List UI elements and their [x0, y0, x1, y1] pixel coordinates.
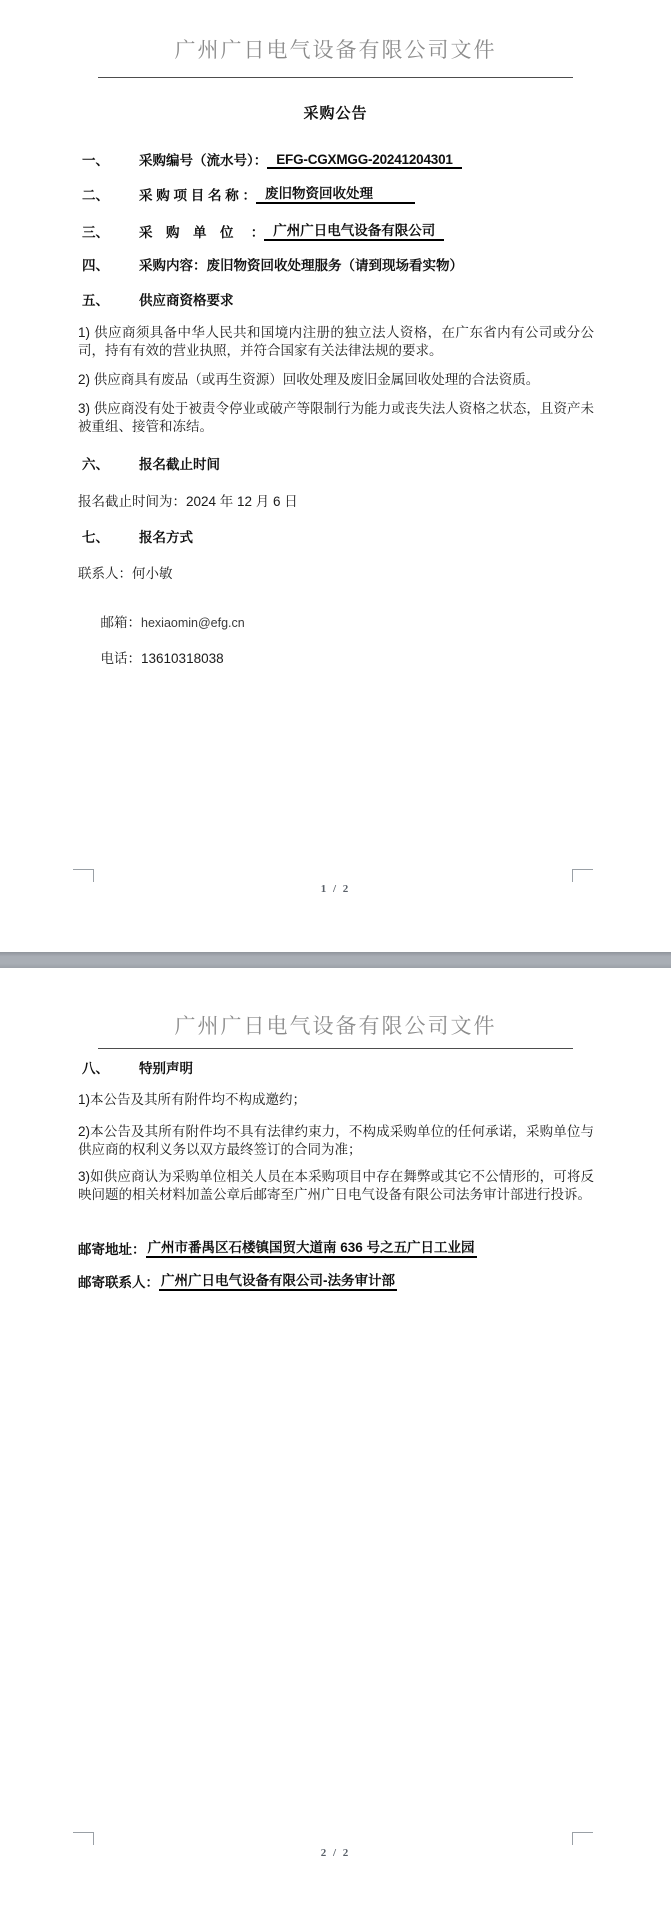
section-special-statement: [82, 1057, 597, 1077]
item-procurement-number: [82, 149, 597, 169]
email-address: hexiaomin@efg.cn: [141, 616, 245, 630]
page-number-indicator: 1 / 2: [320, 883, 351, 895]
document-page-2: [0, 968, 671, 1906]
purchasing-unit-value: 广州广日电气设备有限公司: [264, 219, 444, 241]
crop-mark-bottom-left: [73, 1832, 94, 1845]
statement-clause-3: 3)如供应商认为采购单位相关人员在本采购项目中存在舞弊或其它不公情形的，可将反映问题的相关材料加盖公章后邮寄至广州广日电气设备有限公司法务审计部进行投诉。: [78, 1169, 594, 1202]
deadline-text: 报名截止时间为：2024 年 12 月 6 日: [78, 494, 298, 509]
procurement-number-value: EFG-CGXMGG-20241204301: [267, 152, 461, 169]
mailing-contact-label: 邮寄联系人：: [78, 1275, 159, 1290]
item-label: 采购编号（流水号）：: [139, 153, 268, 168]
section-heading: 报名截止时间: [139, 457, 220, 472]
item-number: 一、: [82, 153, 109, 168]
email-label: 邮箱：: [100, 615, 142, 630]
contact-phone-line: [78, 632, 594, 682]
item-procurement-content: [82, 254, 597, 274]
item-number: 四、: [82, 258, 109, 273]
contact-name-text: 联系人：何小敏: [78, 566, 173, 581]
crop-mark-bottom-right: [572, 869, 593, 882]
crop-mark-bottom-right: [572, 1832, 593, 1845]
letterhead-rule: [98, 77, 573, 78]
statement-clause-2: 2)本公告及其所有附件均不具有法律约束力，不构成采购单位的任何承诺，采购单位与供应商的权利义务以双方最终签订的合同为准；: [78, 1124, 594, 1157]
mailing-contact-line: [78, 1269, 638, 1291]
document-page-1: [0, 0, 671, 952]
mailing-contact-value: 广州广日电气设备有限公司-法务审计部: [159, 1269, 397, 1291]
section-heading: 供应商资格要求: [139, 293, 234, 308]
section-registration-method: [82, 526, 597, 546]
statement-clause-1: 1)本公告及其所有附件均不构成邀约；: [78, 1092, 307, 1107]
section-supplier-qualification: [82, 289, 597, 309]
phone-number: 13610318038: [141, 651, 224, 666]
section-heading: 报名方式: [139, 530, 193, 545]
qualification-clause-3: 3) 供应商没有处于被责令停业或破产等限制行为能力或丧失法人资格之状态，且资产未被重组、接管和冻结。: [78, 401, 594, 434]
section-heading: 特别声明: [139, 1061, 193, 1076]
item-number: 三、: [82, 225, 109, 240]
qualification-clause-2: 2) 供应商具有废品（或再生资源）回收处理及废旧金属回收处理的合法资质。: [78, 372, 540, 387]
section-registration-deadline: [82, 453, 597, 473]
mailing-address-value: 广州市番禺区石楼镇国贸大道南 636 号之五广日工业园: [146, 1236, 477, 1258]
procurement-content-text: 采购内容：废旧物资回收处理服务（请到现场看实物）: [139, 258, 463, 273]
item-label: 采 购 单 位 ：: [139, 225, 265, 240]
item-label: 采 购 项 目 名 称 ：: [139, 188, 257, 203]
page-number-indicator: 2 / 2: [320, 1847, 351, 1859]
company-letterhead: 广州广日电气设备有限公司文件: [174, 39, 497, 62]
item-number: 六、: [82, 457, 109, 472]
qualification-clause-1: 1) 供应商须具备中华人民共和国境内注册的独立法人资格，在广东省内有公司或分公司，持有有效的营业执照，并符合国家有关法律法规的要求。: [78, 325, 594, 358]
company-letterhead: 广州广日电气设备有限公司文件: [174, 1015, 497, 1038]
item-number: 八、: [82, 1061, 109, 1076]
mailing-address-label: 邮寄地址：: [78, 1242, 146, 1257]
page-title: 采购公告: [303, 105, 368, 122]
phone-label: 电话：: [100, 651, 142, 666]
item-number: 五、: [82, 293, 109, 308]
page-separator-band: [0, 952, 671, 968]
project-name-value: 废旧物资回收处理: [256, 182, 415, 204]
mailing-address-line: [78, 1236, 638, 1258]
item-purchasing-unit: [82, 219, 597, 241]
item-number: 七、: [82, 530, 109, 545]
crop-mark-bottom-left: [73, 869, 94, 882]
item-project-name: [82, 182, 597, 204]
item-number: 二、: [82, 188, 109, 203]
letterhead-rule: [98, 1048, 573, 1049]
